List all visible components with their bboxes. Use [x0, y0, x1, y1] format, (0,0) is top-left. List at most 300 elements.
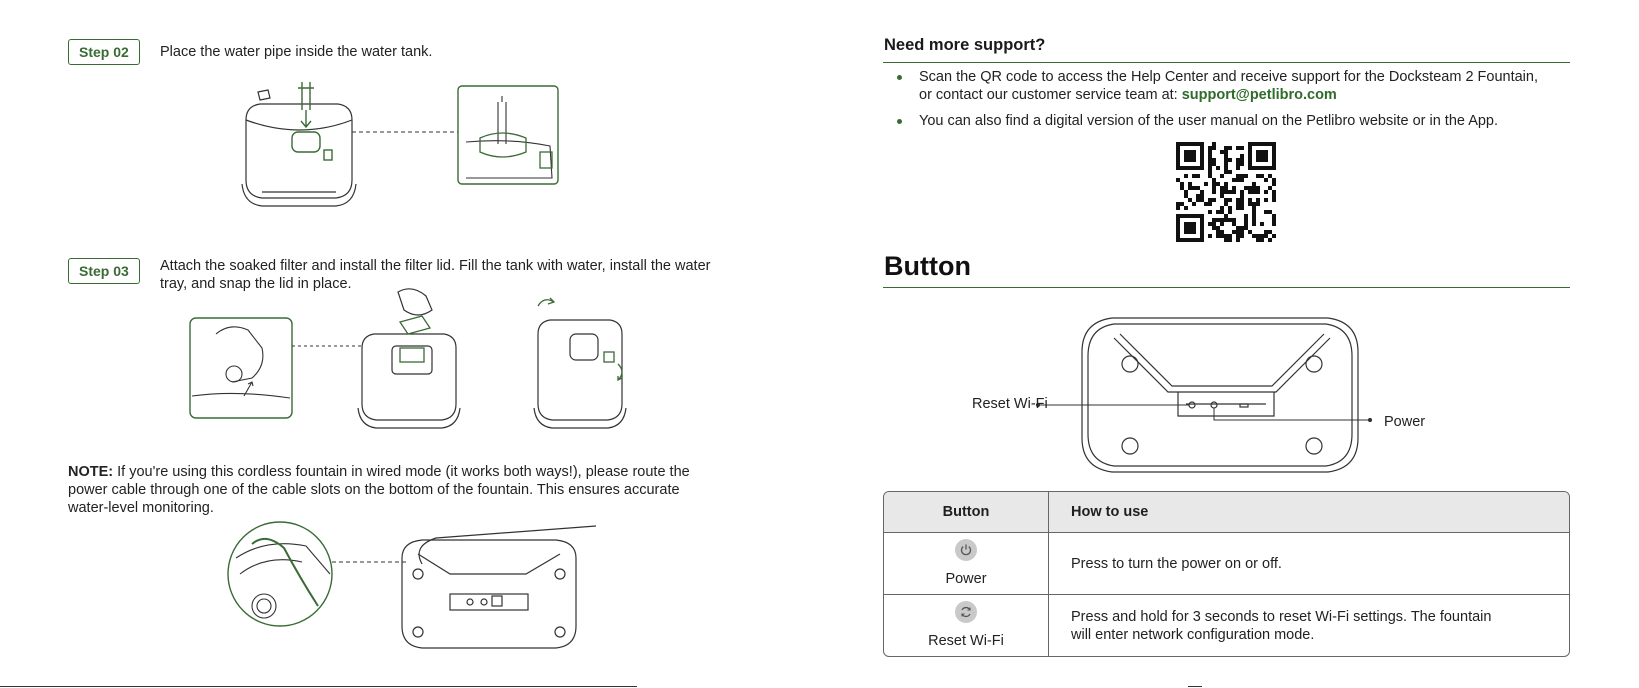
qr-module — [1248, 142, 1252, 146]
qr-module — [1244, 186, 1248, 190]
qr-module — [1212, 162, 1216, 166]
qr-module — [1224, 182, 1228, 186]
qr-module — [1252, 190, 1256, 194]
qr-module — [1232, 222, 1236, 226]
qr-module — [1252, 222, 1256, 226]
qr-module — [1260, 142, 1264, 146]
note-illustration — [226, 518, 604, 658]
qr-module — [1232, 230, 1236, 234]
qr-module — [1228, 146, 1232, 150]
qr-module — [1272, 182, 1276, 186]
step-02-badge: Step 02 — [68, 39, 140, 65]
qr-module — [1216, 226, 1220, 230]
qr-module — [1176, 158, 1180, 162]
qr-module — [1264, 198, 1268, 202]
qr-module — [1212, 218, 1216, 222]
qr-module — [1252, 234, 1256, 238]
qr-module — [1200, 222, 1204, 226]
qr-module — [1224, 166, 1228, 170]
power-callout: Power — [1384, 414, 1426, 430]
qr-module — [1252, 166, 1256, 170]
qr-module — [1224, 186, 1228, 190]
qr-module — [1228, 198, 1232, 202]
qr-module — [1220, 210, 1224, 214]
qr-module — [1208, 174, 1212, 178]
qr-module — [1212, 146, 1216, 150]
qr-module — [1196, 174, 1200, 178]
qr-module — [1176, 154, 1180, 158]
qr-module — [1224, 146, 1228, 150]
qr-module — [1188, 198, 1192, 202]
qr-module — [1184, 158, 1188, 162]
qr-module — [1200, 150, 1204, 154]
qr-module — [1272, 150, 1276, 154]
support-rule — [883, 62, 1570, 63]
button-section-rule — [883, 287, 1570, 288]
qr-module — [1264, 158, 1268, 162]
qr-module — [1264, 234, 1268, 238]
table-header-row — [884, 492, 1569, 533]
qr-module — [1196, 142, 1200, 146]
device-bottom-illustration — [1068, 312, 1378, 476]
button-section-title: Button — [884, 251, 971, 281]
qr-module — [1200, 226, 1204, 230]
qr-module — [1176, 238, 1180, 242]
qr-module — [1184, 154, 1188, 158]
qr-module — [1248, 190, 1252, 194]
qr-module — [1240, 146, 1244, 150]
qr-module — [1212, 142, 1216, 146]
qr-module — [1176, 142, 1180, 146]
qr-module — [1240, 154, 1244, 158]
qr-module — [1192, 226, 1196, 230]
qr-module — [1184, 190, 1188, 194]
qr-module — [1224, 238, 1228, 242]
qr-module — [1252, 206, 1256, 210]
qr-module — [1180, 214, 1184, 218]
qr-module — [1188, 154, 1192, 158]
qr-module — [1256, 202, 1260, 206]
qr-module — [1228, 238, 1232, 242]
qr-module — [1244, 214, 1248, 218]
qr-module — [1184, 214, 1188, 218]
qr-module — [1256, 158, 1260, 162]
qr-module — [1272, 146, 1276, 150]
qr-module — [1176, 230, 1180, 234]
qr-module — [1200, 162, 1204, 166]
qr-module — [1268, 230, 1272, 234]
qr-module — [1192, 186, 1196, 190]
qr-module — [1236, 230, 1240, 234]
qr-module — [1200, 142, 1204, 146]
qr-module — [1256, 142, 1260, 146]
qr-module — [1228, 206, 1232, 210]
qr-module — [1208, 202, 1212, 206]
qr-module — [1240, 234, 1244, 238]
note-line2: power cable through one of the cable slots on the bottom of the fountain. This ensures accurate — [68, 482, 680, 498]
qr-module — [1196, 166, 1200, 170]
qr-module — [1208, 170, 1212, 174]
qr-module — [1188, 166, 1192, 170]
qr-module — [1208, 222, 1212, 226]
qr-module — [1236, 234, 1240, 238]
qr-module — [1200, 194, 1204, 198]
note-line3: water-level monitoring. — [68, 500, 214, 516]
qr-module — [1248, 162, 1252, 166]
qr-module — [1268, 174, 1272, 178]
note-line1 — [68, 463, 690, 481]
qr-module — [1252, 214, 1256, 218]
qr-module — [1208, 150, 1212, 154]
power-icon — [955, 539, 977, 561]
table-cell-how — [1049, 595, 1569, 656]
qr-module — [1184, 166, 1188, 170]
step-02-text: Place the water pipe inside the water tank. — [160, 44, 433, 60]
qr-module — [1220, 234, 1224, 238]
qr-module — [1224, 190, 1228, 194]
qr-module — [1272, 166, 1276, 170]
qr-module — [1224, 214, 1228, 218]
qr-module — [1176, 226, 1180, 230]
qr-module — [1272, 222, 1276, 226]
qr-module — [1176, 166, 1180, 170]
qr-module — [1240, 190, 1244, 194]
qr-module — [1184, 150, 1188, 154]
qr-module — [1184, 222, 1188, 226]
qr-module — [1192, 158, 1196, 162]
qr-module — [1220, 186, 1224, 190]
qr-module — [1212, 222, 1216, 226]
qr-module — [1188, 182, 1192, 186]
qr-module — [1208, 162, 1212, 166]
qr-module — [1240, 178, 1244, 182]
qr-module — [1184, 206, 1188, 210]
qr-module — [1232, 190, 1236, 194]
qr-module — [1228, 218, 1232, 222]
qr-module — [1220, 206, 1224, 210]
qr-module — [1272, 218, 1276, 222]
qr-module — [1200, 234, 1204, 238]
qr-module — [1252, 210, 1256, 214]
qr-module — [1228, 190, 1232, 194]
qr-module — [1216, 210, 1220, 214]
table-header-button: Button — [884, 492, 1049, 533]
qr-module — [1224, 202, 1228, 206]
reset-wifi-callout: Reset Wi-Fi — [972, 396, 1048, 412]
qr-module — [1188, 222, 1192, 226]
table-cell-how: Press to turn the power on or off. — [1049, 533, 1569, 595]
reset-how-line1: Press and hold for 3 seconds to reset Wi-Fi settings. The fountain — [1071, 608, 1492, 625]
qr-module — [1176, 150, 1180, 154]
qr-module — [1200, 214, 1204, 218]
qr-module — [1192, 222, 1196, 226]
qr-module — [1236, 146, 1240, 150]
qr-module — [1212, 182, 1216, 186]
qr-module — [1180, 186, 1184, 190]
qr-module — [1252, 186, 1256, 190]
qr-module — [1228, 158, 1232, 162]
qr-module — [1236, 198, 1240, 202]
qr-module — [1248, 158, 1252, 162]
qr-module — [1176, 206, 1180, 210]
qr-module — [1272, 214, 1276, 218]
qr-module — [1188, 238, 1192, 242]
qr-module — [1192, 174, 1196, 178]
qr-module — [1256, 186, 1260, 190]
qr-code[interactable] — [1176, 142, 1276, 242]
qr-module — [1200, 230, 1204, 234]
qr-module — [1240, 202, 1244, 206]
qr-module — [1176, 218, 1180, 222]
qr-module — [1260, 234, 1264, 238]
qr-module — [1272, 142, 1276, 146]
qr-module — [1212, 158, 1216, 162]
qr-module — [1192, 154, 1196, 158]
qr-module — [1204, 202, 1208, 206]
qr-module — [1236, 162, 1240, 166]
qr-module — [1248, 166, 1252, 170]
qr-module — [1232, 186, 1236, 190]
qr-module — [1212, 198, 1216, 202]
left-footer-rule — [0, 686, 637, 687]
qr-module — [1188, 158, 1192, 162]
support-bullet-2 — [895, 112, 1575, 130]
qr-module — [1216, 166, 1220, 170]
qr-module — [1224, 154, 1228, 158]
qr-module — [1272, 154, 1276, 158]
qr-module — [1256, 234, 1260, 238]
reset-wifi-button-label: Reset Wi-Fi — [928, 633, 1004, 649]
qr-module — [1272, 190, 1276, 194]
qr-module — [1176, 222, 1180, 226]
qr-module — [1188, 230, 1192, 234]
support-bullet-1-line1: Scan the QR code to access the Help Center and receive support for the Docksteam 2 Fountain, — [919, 69, 1538, 85]
qr-module — [1196, 214, 1200, 218]
qr-module — [1184, 238, 1188, 242]
bullet-dot — [897, 119, 902, 124]
qr-module — [1248, 146, 1252, 150]
qr-module — [1248, 186, 1252, 190]
qr-module — [1192, 150, 1196, 154]
qr-module — [1216, 218, 1220, 222]
qr-module — [1236, 202, 1240, 206]
qr-module — [1260, 166, 1264, 170]
qr-module — [1240, 174, 1244, 178]
qr-module — [1236, 178, 1240, 182]
qr-module — [1236, 158, 1240, 162]
qr-module — [1224, 234, 1228, 238]
qr-module — [1200, 238, 1204, 242]
qr-module — [1192, 230, 1196, 234]
qr-module — [1192, 238, 1196, 242]
qr-module — [1220, 174, 1224, 178]
qr-module — [1244, 174, 1248, 178]
qr-module — [1208, 198, 1212, 202]
qr-module — [1208, 234, 1212, 238]
qr-module — [1248, 154, 1252, 158]
qr-module — [1224, 158, 1228, 162]
qr-module — [1196, 194, 1200, 198]
qr-module — [1228, 234, 1232, 238]
qr-module — [1240, 198, 1244, 202]
qr-module — [1264, 142, 1268, 146]
qr-module — [1256, 154, 1260, 158]
qr-module — [1252, 142, 1256, 146]
qr-module — [1216, 234, 1220, 238]
qr-module — [1240, 162, 1244, 166]
qr-module — [1224, 150, 1228, 154]
qr-module — [1180, 238, 1184, 242]
qr-module — [1188, 214, 1192, 218]
qr-module — [1200, 158, 1204, 162]
qr-module — [1204, 182, 1208, 186]
qr-module — [1252, 182, 1256, 186]
qr-module — [1236, 174, 1240, 178]
qr-module — [1216, 182, 1220, 186]
qr-module — [1220, 194, 1224, 198]
qr-module — [1248, 150, 1252, 154]
qr-module — [1252, 218, 1256, 222]
qr-module — [1220, 230, 1224, 234]
qr-module — [1224, 162, 1228, 166]
qr-module — [1196, 198, 1200, 202]
table-row — [884, 533, 1569, 595]
qr-module — [1208, 210, 1212, 214]
qr-module — [1248, 198, 1252, 202]
table-header-how: How to use — [1049, 492, 1569, 533]
qr-module — [1264, 150, 1268, 154]
qr-module — [1272, 198, 1276, 202]
qr-module — [1268, 142, 1272, 146]
reset-how-line2: will enter network configuration mode. — [1071, 626, 1315, 643]
qr-module — [1236, 226, 1240, 230]
qr-module — [1176, 178, 1180, 182]
power-button-label: Power — [945, 571, 987, 587]
qr-module — [1176, 234, 1180, 238]
qr-module — [1212, 226, 1216, 230]
qr-module — [1248, 202, 1252, 206]
qr-module — [1192, 142, 1196, 146]
qr-module — [1212, 186, 1216, 190]
qr-module — [1196, 186, 1200, 190]
qr-module — [1244, 218, 1248, 222]
qr-module — [1264, 210, 1268, 214]
qr-module — [1256, 198, 1260, 202]
qr-module — [1176, 146, 1180, 150]
qr-module — [1264, 154, 1268, 158]
qr-module — [1232, 218, 1236, 222]
qr-module — [1244, 226, 1248, 230]
qr-module — [1228, 170, 1232, 174]
qr-module — [1224, 218, 1228, 222]
reset-icon — [955, 601, 977, 623]
qr-module — [1192, 202, 1196, 206]
step-03-text-line2: tray, and snap the lid in place. — [160, 276, 352, 292]
note-text-line1: If you're using this cordless fountain in wired mode (it works both ways!), please route the — [117, 464, 690, 480]
step-03-text-line1: Attach the soaked filter and install the filter lid. Fill the tank with water, install the water — [160, 258, 711, 274]
qr-module — [1240, 226, 1244, 230]
qr-module — [1184, 230, 1188, 234]
qr-module — [1192, 166, 1196, 170]
support-title: Need more support? — [884, 36, 1046, 54]
qr-module — [1184, 226, 1188, 230]
qr-module — [1240, 194, 1244, 198]
qr-module — [1236, 206, 1240, 210]
qr-module — [1176, 214, 1180, 218]
qr-module — [1184, 142, 1188, 146]
support-bullet-2-text: You can also find a digital version of the user manual on the Petlibro website or in the App. — [919, 113, 1499, 129]
qr-module — [1208, 166, 1212, 170]
qr-module — [1216, 230, 1220, 234]
qr-module — [1196, 238, 1200, 242]
qr-module — [1200, 198, 1204, 202]
qr-module — [1220, 222, 1224, 226]
qr-module — [1212, 190, 1216, 194]
qr-module — [1252, 202, 1256, 206]
qr-module — [1256, 166, 1260, 170]
qr-module — [1268, 238, 1272, 242]
bullet-dot — [897, 75, 902, 80]
qr-module — [1264, 166, 1268, 170]
right-footer-mark — [1188, 686, 1202, 687]
qr-module — [1228, 210, 1232, 214]
qr-module — [1260, 158, 1264, 162]
support-email-link[interactable]: support@petlibro.com — [1181, 87, 1337, 103]
qr-module — [1268, 186, 1272, 190]
qr-module — [1260, 150, 1264, 154]
button-table — [883, 491, 1570, 657]
qr-module — [1208, 154, 1212, 158]
qr-module — [1220, 190, 1224, 194]
qr-module — [1180, 166, 1184, 170]
qr-module — [1240, 158, 1244, 162]
qr-module — [1208, 158, 1212, 162]
qr-module — [1220, 218, 1224, 222]
table-row — [884, 595, 1569, 656]
qr-module — [1188, 150, 1192, 154]
table-cell-button — [884, 595, 1049, 656]
qr-module — [1176, 162, 1180, 166]
qr-module — [1240, 230, 1244, 234]
qr-module — [1188, 186, 1192, 190]
qr-module — [1256, 150, 1260, 154]
qr-module — [1272, 234, 1276, 238]
support-list — [895, 68, 1575, 138]
qr-module — [1268, 210, 1272, 214]
qr-module — [1256, 174, 1260, 178]
qr-module — [1264, 190, 1268, 194]
qr-module — [1224, 170, 1228, 174]
qr-module — [1260, 154, 1264, 158]
step-03-illustration — [186, 286, 646, 436]
qr-module — [1260, 174, 1264, 178]
table-cell-button — [884, 533, 1049, 595]
qr-module — [1272, 158, 1276, 162]
qr-module — [1188, 142, 1192, 146]
qr-module — [1200, 154, 1204, 158]
qr-module — [1244, 222, 1248, 226]
qr-module — [1184, 174, 1188, 178]
step-03-badge: Step 03 — [68, 258, 140, 284]
qr-module — [1192, 214, 1196, 218]
qr-module — [1180, 142, 1184, 146]
qr-module — [1200, 146, 1204, 150]
qr-module — [1220, 150, 1224, 154]
qr-module — [1272, 178, 1276, 182]
qr-module — [1200, 190, 1204, 194]
qr-module — [1236, 238, 1240, 242]
note-label: NOTE: — [68, 464, 114, 480]
